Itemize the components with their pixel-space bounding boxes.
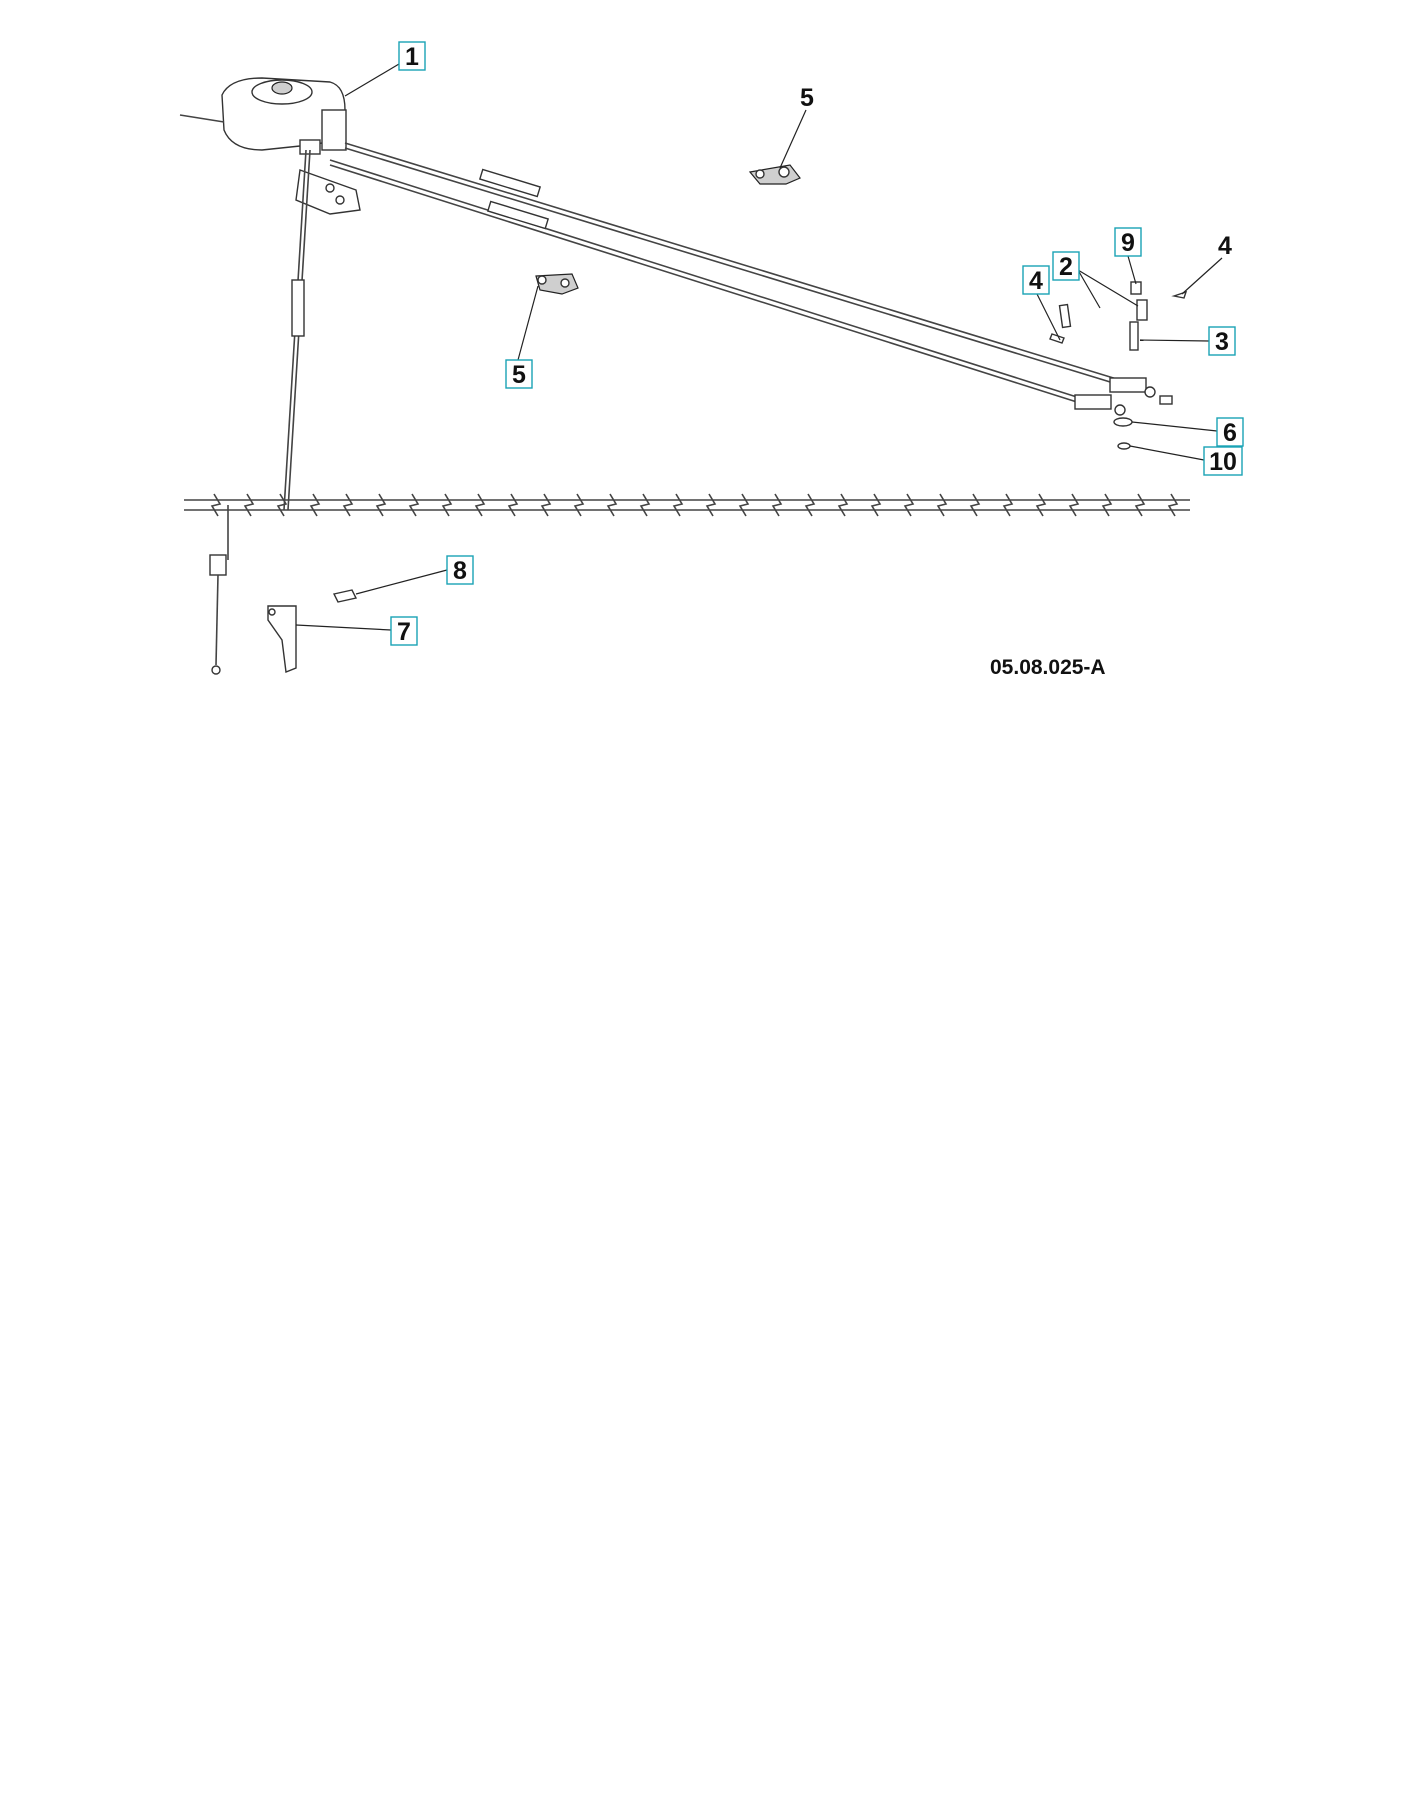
callout-6 (1217, 418, 1243, 447)
vertical-cable (284, 150, 310, 510)
svg-text:5: 5 (512, 361, 526, 389)
svg-text:3: 3 (1215, 328, 1229, 356)
callout-8 (447, 556, 473, 585)
callout-5-plain (800, 84, 814, 112)
lower-linkage (210, 505, 228, 674)
svg-text:2: 2 (1059, 253, 1073, 281)
svg-text:6: 6 (1223, 419, 1237, 447)
cable-lower (330, 160, 1080, 403)
callout-9 (1115, 228, 1141, 257)
svg-text:9: 9 (1121, 229, 1135, 257)
callout-7 (391, 617, 417, 646)
callout-4-plain (1218, 232, 1232, 260)
callout-3 (1209, 327, 1235, 356)
part-5-clip-upper (750, 165, 800, 184)
cable-end-fittings (1075, 378, 1172, 415)
callout-4-boxed (1023, 266, 1049, 295)
left-input-cable (180, 115, 224, 122)
callout-5-boxed (506, 360, 532, 389)
svg-text:4: 4 (1218, 232, 1232, 260)
svg-text:5: 5 (800, 84, 814, 112)
part-5-clip-lower (536, 274, 578, 294)
mount-bracket (296, 170, 360, 214)
svg-text:8: 8 (453, 557, 467, 585)
part-7-bracket (268, 606, 296, 672)
leader-lines (296, 64, 1222, 630)
svg-text:7: 7 (397, 618, 411, 646)
cable-upper (345, 143, 1120, 385)
part-8-strap (334, 590, 356, 602)
callout-2 (1053, 252, 1079, 281)
svg-text:1: 1 (405, 43, 419, 71)
break-line (184, 494, 1190, 516)
lever-housing (222, 78, 346, 154)
svg-text:10: 10 (1209, 448, 1237, 476)
callout-10 (1204, 447, 1242, 476)
callout-1 (399, 42, 425, 71)
svg-text:4: 4 (1029, 267, 1043, 295)
drawing-code: 05.08.025-A (990, 656, 1106, 679)
